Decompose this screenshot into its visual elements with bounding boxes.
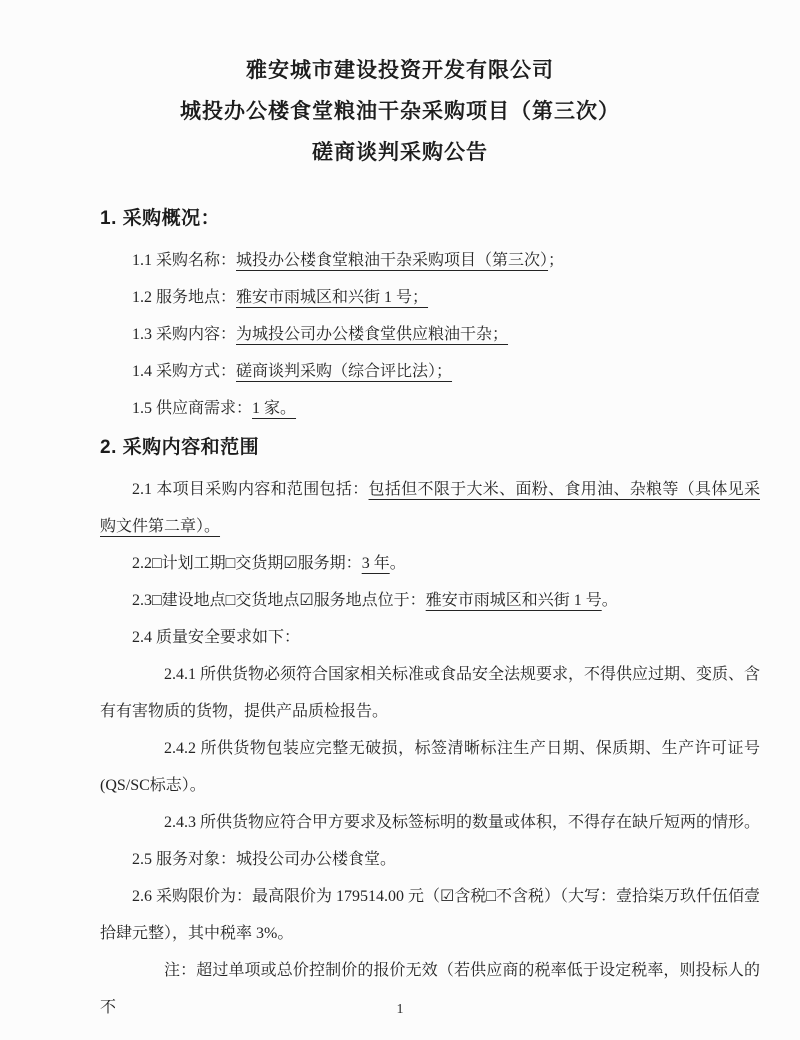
text-run: 注：超过单项或总价控制价的报价无效（若供应商的税率低于设定税率，则投标人的不	[100, 962, 760, 1016]
paragraph	[100, 279, 760, 316]
paragraph	[100, 390, 760, 427]
text-run: ；	[548, 252, 565, 269]
text-run: 2.4 质量安全要求如下：	[132, 629, 301, 646]
text-run: 1.3 采购内容：	[132, 326, 237, 343]
text-run: 2.4.3 所供货物应符合甲方要求及标签标明的数量或体积，不得存在缺斤短两的情形。	[164, 814, 761, 831]
text-run: 2.4.1 所供货物必须符合国家相关标准或食品安全法规要求，不得供应过期、变质、含有有害物质的货物，提供产品质检报告。	[100, 666, 761, 720]
paragraph	[100, 619, 760, 656]
document-body	[100, 198, 760, 1026]
paragraph	[100, 878, 760, 952]
underlined-value: 包括但不限于大米、面粉、食用油、杂粮等（具体见采购文件第二章）。	[100, 481, 760, 535]
text-run: 2.2□计划工期□交货期☑服务期：	[132, 555, 362, 572]
document-title-line-2: 城投办公楼食堂粮油干杂采购项目（第三次）	[180, 99, 620, 123]
underlined-value: 磋商谈判采购（综合评比法）；	[236, 363, 453, 380]
text-run: 1.1 采购名称：	[132, 252, 237, 269]
paragraph	[100, 804, 760, 841]
text-run: 1.5 供应商需求：	[132, 400, 253, 417]
paragraph	[100, 242, 760, 279]
text-run: 2.3□建设地点□交货地点☑服务地点位于：	[132, 592, 426, 609]
text-run: 2.1 本项目采购内容和范围包括：	[132, 481, 369, 498]
underlined-value: 雅安市雨城区和兴街 1 号	[425, 592, 602, 609]
section-heading: 1. 采购概况：	[100, 208, 221, 229]
paragraph	[100, 582, 760, 619]
text-run: 2.5 服务对象：城投公司办公楼食堂。	[132, 851, 397, 868]
document-title-block	[0, 0, 800, 173]
section-heading: 2. 采购内容和范围	[100, 437, 260, 458]
paragraph	[100, 730, 760, 804]
text-run: 1.2 服务地点：	[132, 289, 237, 306]
text-run: 2.4.2 所供货物包装应完整无破损，标签清晰标注生产日期、保质期、生产许可证号(QS/SC标志）。	[100, 740, 760, 794]
paragraph	[100, 545, 760, 582]
page-number: 1	[396, 1002, 404, 1017]
underlined-value: 3 年	[361, 555, 390, 572]
paragraph	[100, 656, 760, 730]
text-run: 1.4 采购方式：	[132, 363, 237, 380]
paragraph	[100, 471, 760, 545]
underlined-value: 1 家。	[252, 400, 297, 417]
paragraph	[100, 841, 760, 878]
paragraph	[100, 316, 760, 353]
text-run: 2.6 采购限价为：最高限价为 179514.00 元（☑含税□不含税）（大写：壹拾柒万玖仟伍佰壹拾肆元整），其中税率 3%。	[100, 888, 761, 942]
text-run: 。	[601, 592, 618, 609]
underlined-value: 为城投公司办公楼食堂供应粮油干杂；	[236, 326, 509, 343]
paragraph	[100, 353, 760, 390]
underlined-value: 城投办公楼食堂粮油干杂采购项目（第三次）	[236, 252, 549, 269]
document-title-line-1: 雅安城市建设投资开发有限公司	[246, 58, 554, 82]
text-run: 。	[389, 555, 406, 572]
underlined-value: 雅安市雨城区和兴街 1 号；	[236, 289, 429, 306]
document-title-line-3: 磋商谈判采购公告	[312, 140, 488, 164]
